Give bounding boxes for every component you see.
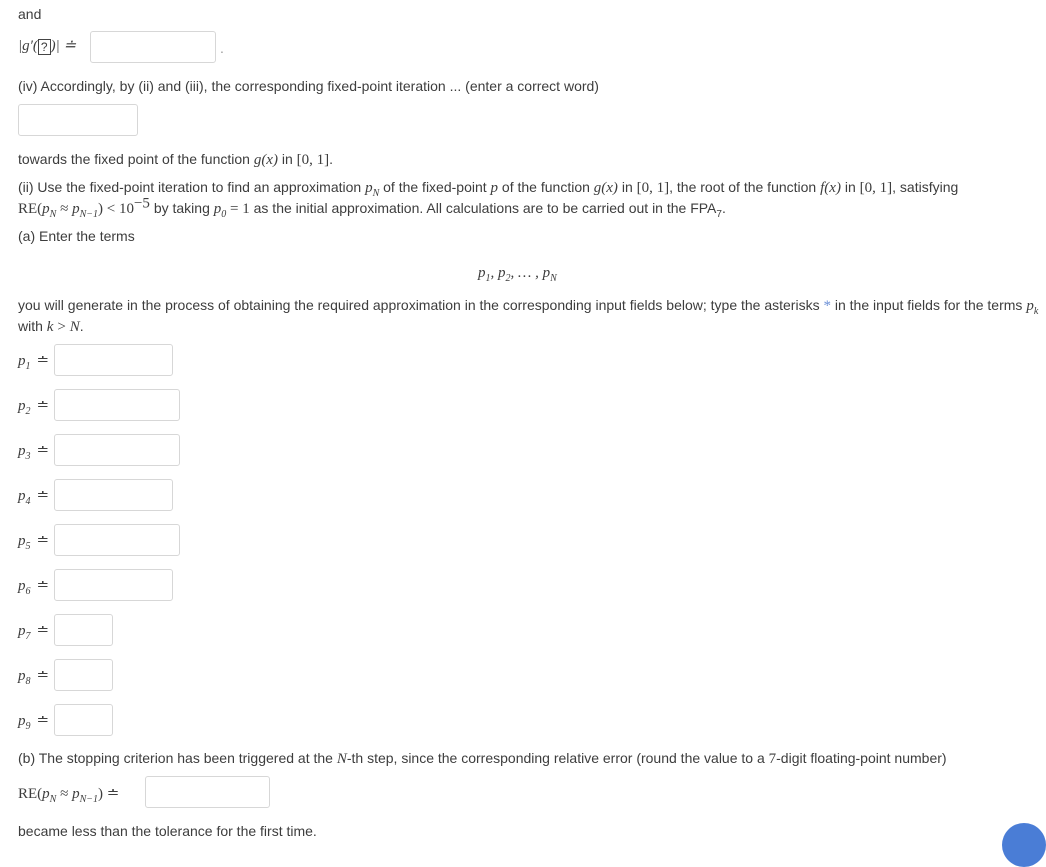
p0-symbol: $p_0$ xyxy=(213,201,227,220)
part-ii-end: . xyxy=(721,200,726,216)
fx-symbol: f(x) xyxy=(820,180,841,196)
part-ii-text: of the fixed-point xyxy=(379,179,491,195)
interval-symbol: [0, 1] xyxy=(636,180,670,196)
re-final-label: $RE(p_N \approx p_{N-1})$ ≐ xyxy=(18,786,120,805)
part-a-desc-line2: with k > N. xyxy=(18,318,84,335)
part-ii-text: as the initial approximation. All calculations are to be carried out in the FPA xyxy=(249,200,717,216)
towards-func: g(x) xyxy=(253,152,278,168)
p-symbol: p xyxy=(490,180,499,196)
question-placeholder[interactable]: ? xyxy=(38,39,51,55)
p9-input[interactable] xyxy=(54,704,113,736)
gprime-value-input[interactable] xyxy=(90,31,216,63)
approx-symbol: ≈ xyxy=(56,201,73,217)
towards-in: in xyxy=(277,151,297,167)
part-ii-line2 xyxy=(18,195,726,220)
towards-end: . xyxy=(329,151,334,167)
sequence-display: $p_1$, $p_2$, … , $p_N$ xyxy=(478,265,557,284)
pN-symbol: $p_N$ xyxy=(365,180,380,199)
p3-label: $p_3$ ≐ xyxy=(18,443,50,462)
p3-input[interactable] xyxy=(54,434,180,466)
p6-input[interactable] xyxy=(54,569,173,601)
closing-text: became less than the tolerance for the first time. xyxy=(18,823,317,839)
part-ii-text: (ii) Use the fixed-point iteration to find an approximation xyxy=(18,179,366,195)
towards-text xyxy=(18,149,333,170)
gprime-suffix: )| ≐ xyxy=(50,38,77,54)
re-label: RE( xyxy=(18,201,43,217)
p7-label: $p_7$ ≐ xyxy=(18,623,50,642)
gprime-prefix: |g′( xyxy=(18,38,38,54)
fpa-subscript: 7 xyxy=(716,208,722,220)
part-a-heading: (a) Enter the terms xyxy=(18,228,135,244)
p0-value: = 1 xyxy=(226,201,250,217)
part-iv-answer-input[interactable] xyxy=(18,104,138,136)
p4-label: $p_4$ ≐ xyxy=(18,488,50,507)
interval-symbol: [0, 1] xyxy=(859,180,893,196)
p5-label: $p_5$ ≐ xyxy=(18,533,50,552)
part-b-text: (b) The stopping criterion has been triggered at the N-th step, since the corresponding relative error (round the value to a 7-digit floating-point number) xyxy=(18,750,947,767)
part-a-desc-line1: you will generate in the process of obtaining the required approximation in the corresponding input fields below; type the asterisks * in the input fields for the terms $p_k$ xyxy=(18,297,1039,317)
gprime-label xyxy=(18,36,76,56)
p1-input[interactable] xyxy=(54,344,173,376)
part-ii-line1 xyxy=(18,177,958,198)
part-iv-text: (iv) Accordingly, by (ii) and (iii), the corresponding fixed-point iteration ... (enter a correct word) xyxy=(18,78,599,94)
pN-symbol: $p_N$ xyxy=(42,201,57,220)
p7-input[interactable] xyxy=(54,614,113,646)
and-text: and xyxy=(18,6,42,22)
re-value-input[interactable] xyxy=(145,776,270,808)
pN-1-symbol: $p_{N-1}$ xyxy=(72,201,98,220)
part-ii-text: , the root of the function xyxy=(669,179,821,195)
p1-label: $p_1$ ≐ xyxy=(18,353,50,372)
gx-symbol: g(x) xyxy=(593,180,618,196)
part-ii-text: in xyxy=(840,179,860,195)
towards-interval: [0, 1] xyxy=(296,152,330,168)
tolerance-exponent: −5 xyxy=(133,195,150,212)
tolerance-text: ) < 10 xyxy=(98,201,134,217)
period-mark: . xyxy=(220,40,224,56)
part-ii-text: in xyxy=(617,179,637,195)
part-ii-text: by taking xyxy=(149,200,214,216)
towards-part: towards the fixed point of the function xyxy=(18,151,254,167)
p6-label: $p_6$ ≐ xyxy=(18,578,50,597)
p8-input[interactable] xyxy=(54,659,113,691)
help-bubble-button[interactable] xyxy=(1002,823,1046,867)
p8-label: $p_8$ ≐ xyxy=(18,668,50,687)
p2-label: $p_2$ ≐ xyxy=(18,398,50,417)
part-ii-text: , satisfying xyxy=(892,179,959,195)
p2-input[interactable] xyxy=(54,389,180,421)
p4-input[interactable] xyxy=(54,479,173,511)
p5-input[interactable] xyxy=(54,524,180,556)
part-ii-text: of the function xyxy=(498,179,594,195)
p9-label: $p_9$ ≐ xyxy=(18,713,50,732)
